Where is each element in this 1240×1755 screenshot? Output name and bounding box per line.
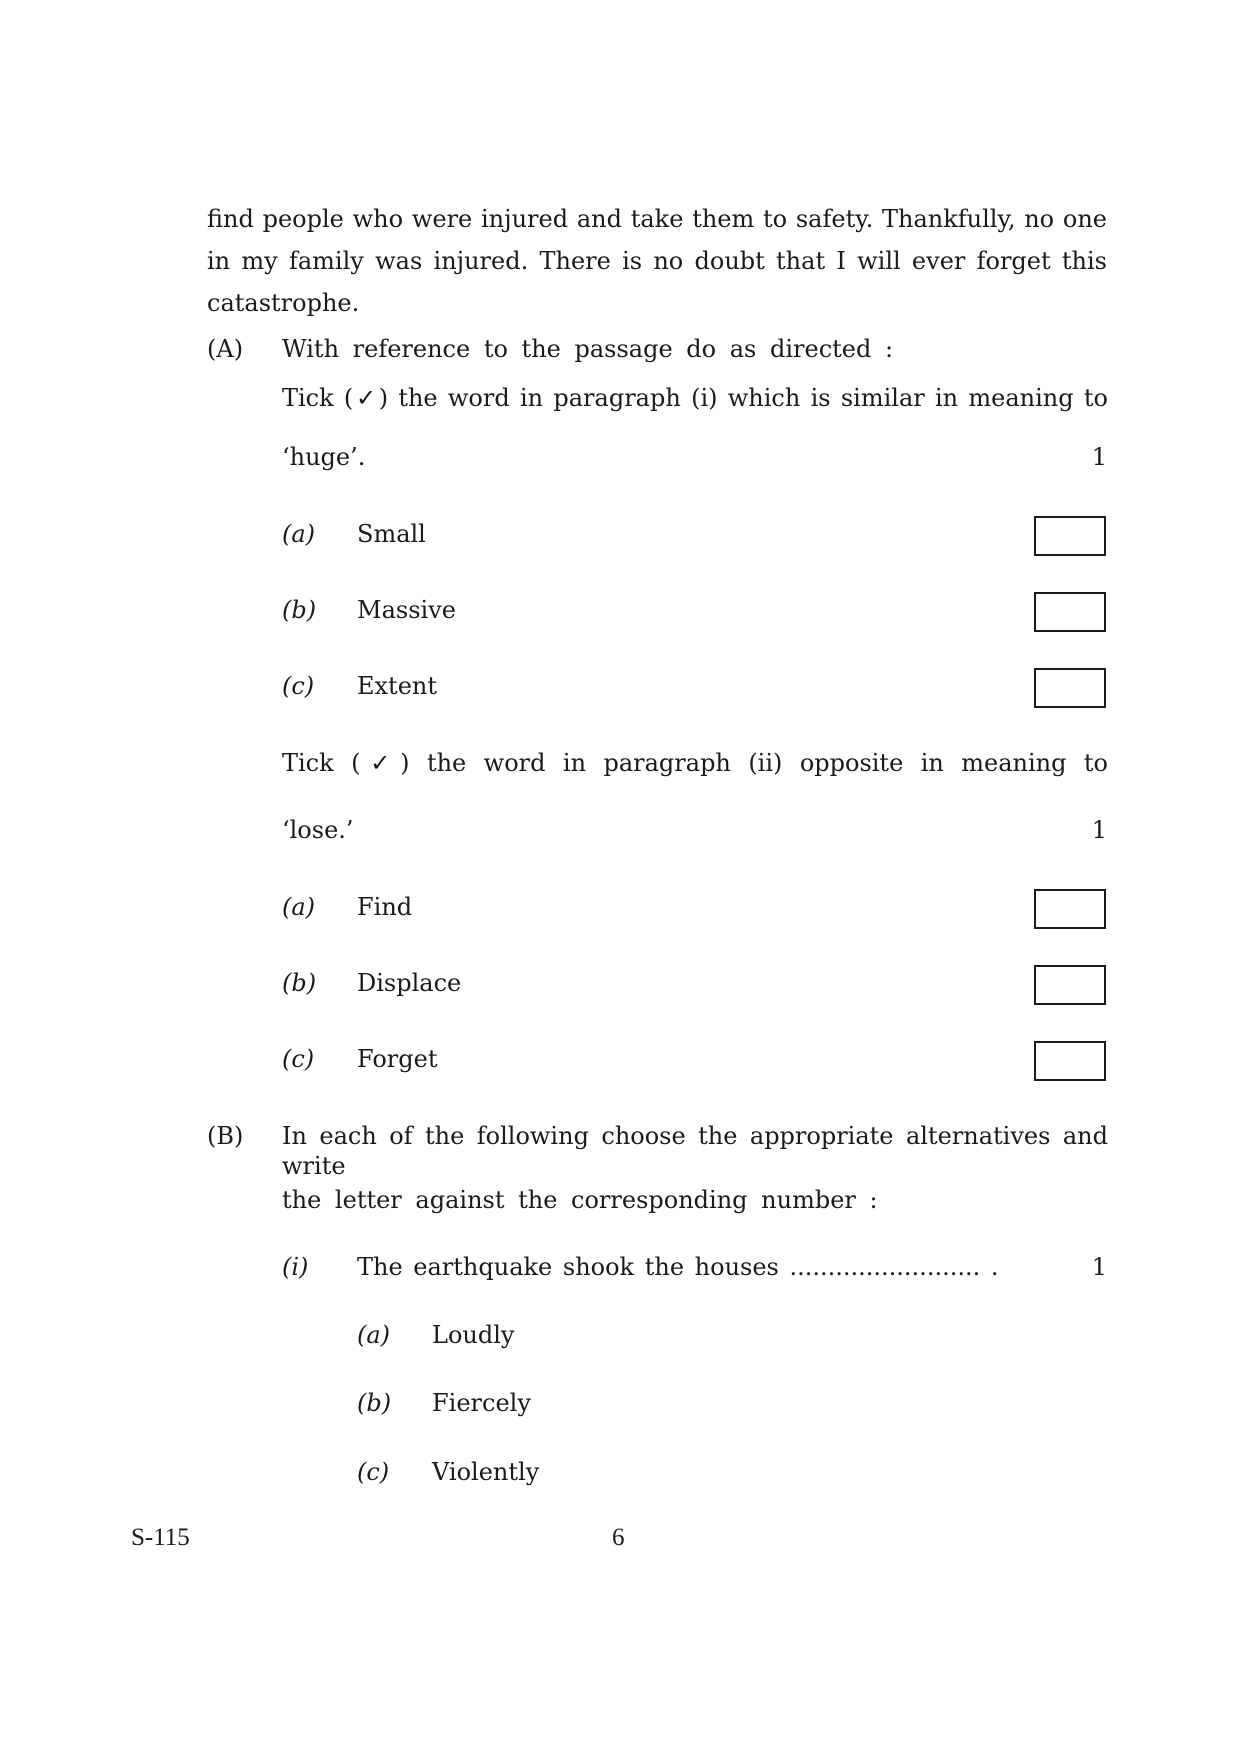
q2-option-a-tickbox[interactable] <box>1034 889 1106 929</box>
q2-marks: 1 <box>1091 816 1107 844</box>
page-number: 6 <box>612 1524 625 1551</box>
b-q1-text: The earthquake shook the houses ......................... . <box>357 1253 999 1281</box>
q2-option-b-text: Displace <box>357 969 462 997</box>
q2-option-c-text: Forget <box>357 1045 438 1073</box>
b-q1-label: (i) <box>282 1253 309 1281</box>
q1-option-c-tickbox[interactable] <box>1034 668 1106 708</box>
q2-option-c-label: (c) <box>282 1045 315 1073</box>
q1-option-c-text: Extent <box>357 672 438 700</box>
b-q1-option-a-label: (a) <box>357 1321 391 1349</box>
section-a-label: (A) <box>207 335 244 363</box>
q1-option-b-tickbox[interactable] <box>1034 592 1106 632</box>
b-q1-marks: 1 <box>1091 1253 1107 1281</box>
q1-prompt-text: Tick (✓) the word in paragraph (i) which is similar in meaning to <box>282 384 1108 412</box>
q1-option-a-text: Small <box>357 520 426 548</box>
q2-prompt-line2: ‘lose.’ <box>282 816 354 844</box>
b-q1-option-b-text: Fiercely <box>432 1389 531 1417</box>
q1-option-c-label: (c) <box>282 672 315 700</box>
q1-marks: 1 <box>1091 443 1107 471</box>
section-b-instruction-text: In each of the following choose the appropriate alternatives and write <box>282 1122 1108 1180</box>
q1-option-b-text: Massive <box>357 596 456 624</box>
b-q1-option-c-label: (c) <box>357 1458 390 1486</box>
q2-prompt-line1 <box>282 748 1108 778</box>
b-q1-option-a-text: Loudly <box>432 1321 515 1349</box>
q2-option-a-label: (a) <box>282 893 316 921</box>
q2-option-c-tickbox[interactable] <box>1034 1041 1106 1081</box>
section-b-instruction-line1 <box>282 1121 1108 1181</box>
q2-option-b-label: (b) <box>282 969 317 997</box>
paper-code: S-115 <box>131 1524 190 1551</box>
q1-prompt-line2: ‘huge’. <box>282 443 366 471</box>
q1-option-b-label: (b) <box>282 596 317 624</box>
q2-option-a-text: Find <box>357 893 413 921</box>
section-b-label: (B) <box>207 1122 244 1150</box>
q1-option-a-tickbox[interactable] <box>1034 516 1106 556</box>
q1-option-a-label: (a) <box>282 520 316 548</box>
q1-prompt-line1 <box>282 383 1108 413</box>
section-b-instruction-line2: the letter against the corresponding number : <box>282 1186 878 1214</box>
b-q1-option-b-label: (b) <box>357 1389 392 1417</box>
b-q1-option-c-text: Violently <box>432 1458 540 1486</box>
q2-prompt-text: Tick (✓) the word in paragraph (ii) opposite in meaning to <box>282 749 1108 777</box>
section-a-instruction: With reference to the passage do as directed : <box>282 335 894 363</box>
q2-option-b-tickbox[interactable] <box>1034 965 1106 1005</box>
passage-continuation: find people who were injured and take them to safety. Thankfully, no one in my family was injured. There is no doubt that I will ever forget this catastrophe. <box>207 205 1107 317</box>
